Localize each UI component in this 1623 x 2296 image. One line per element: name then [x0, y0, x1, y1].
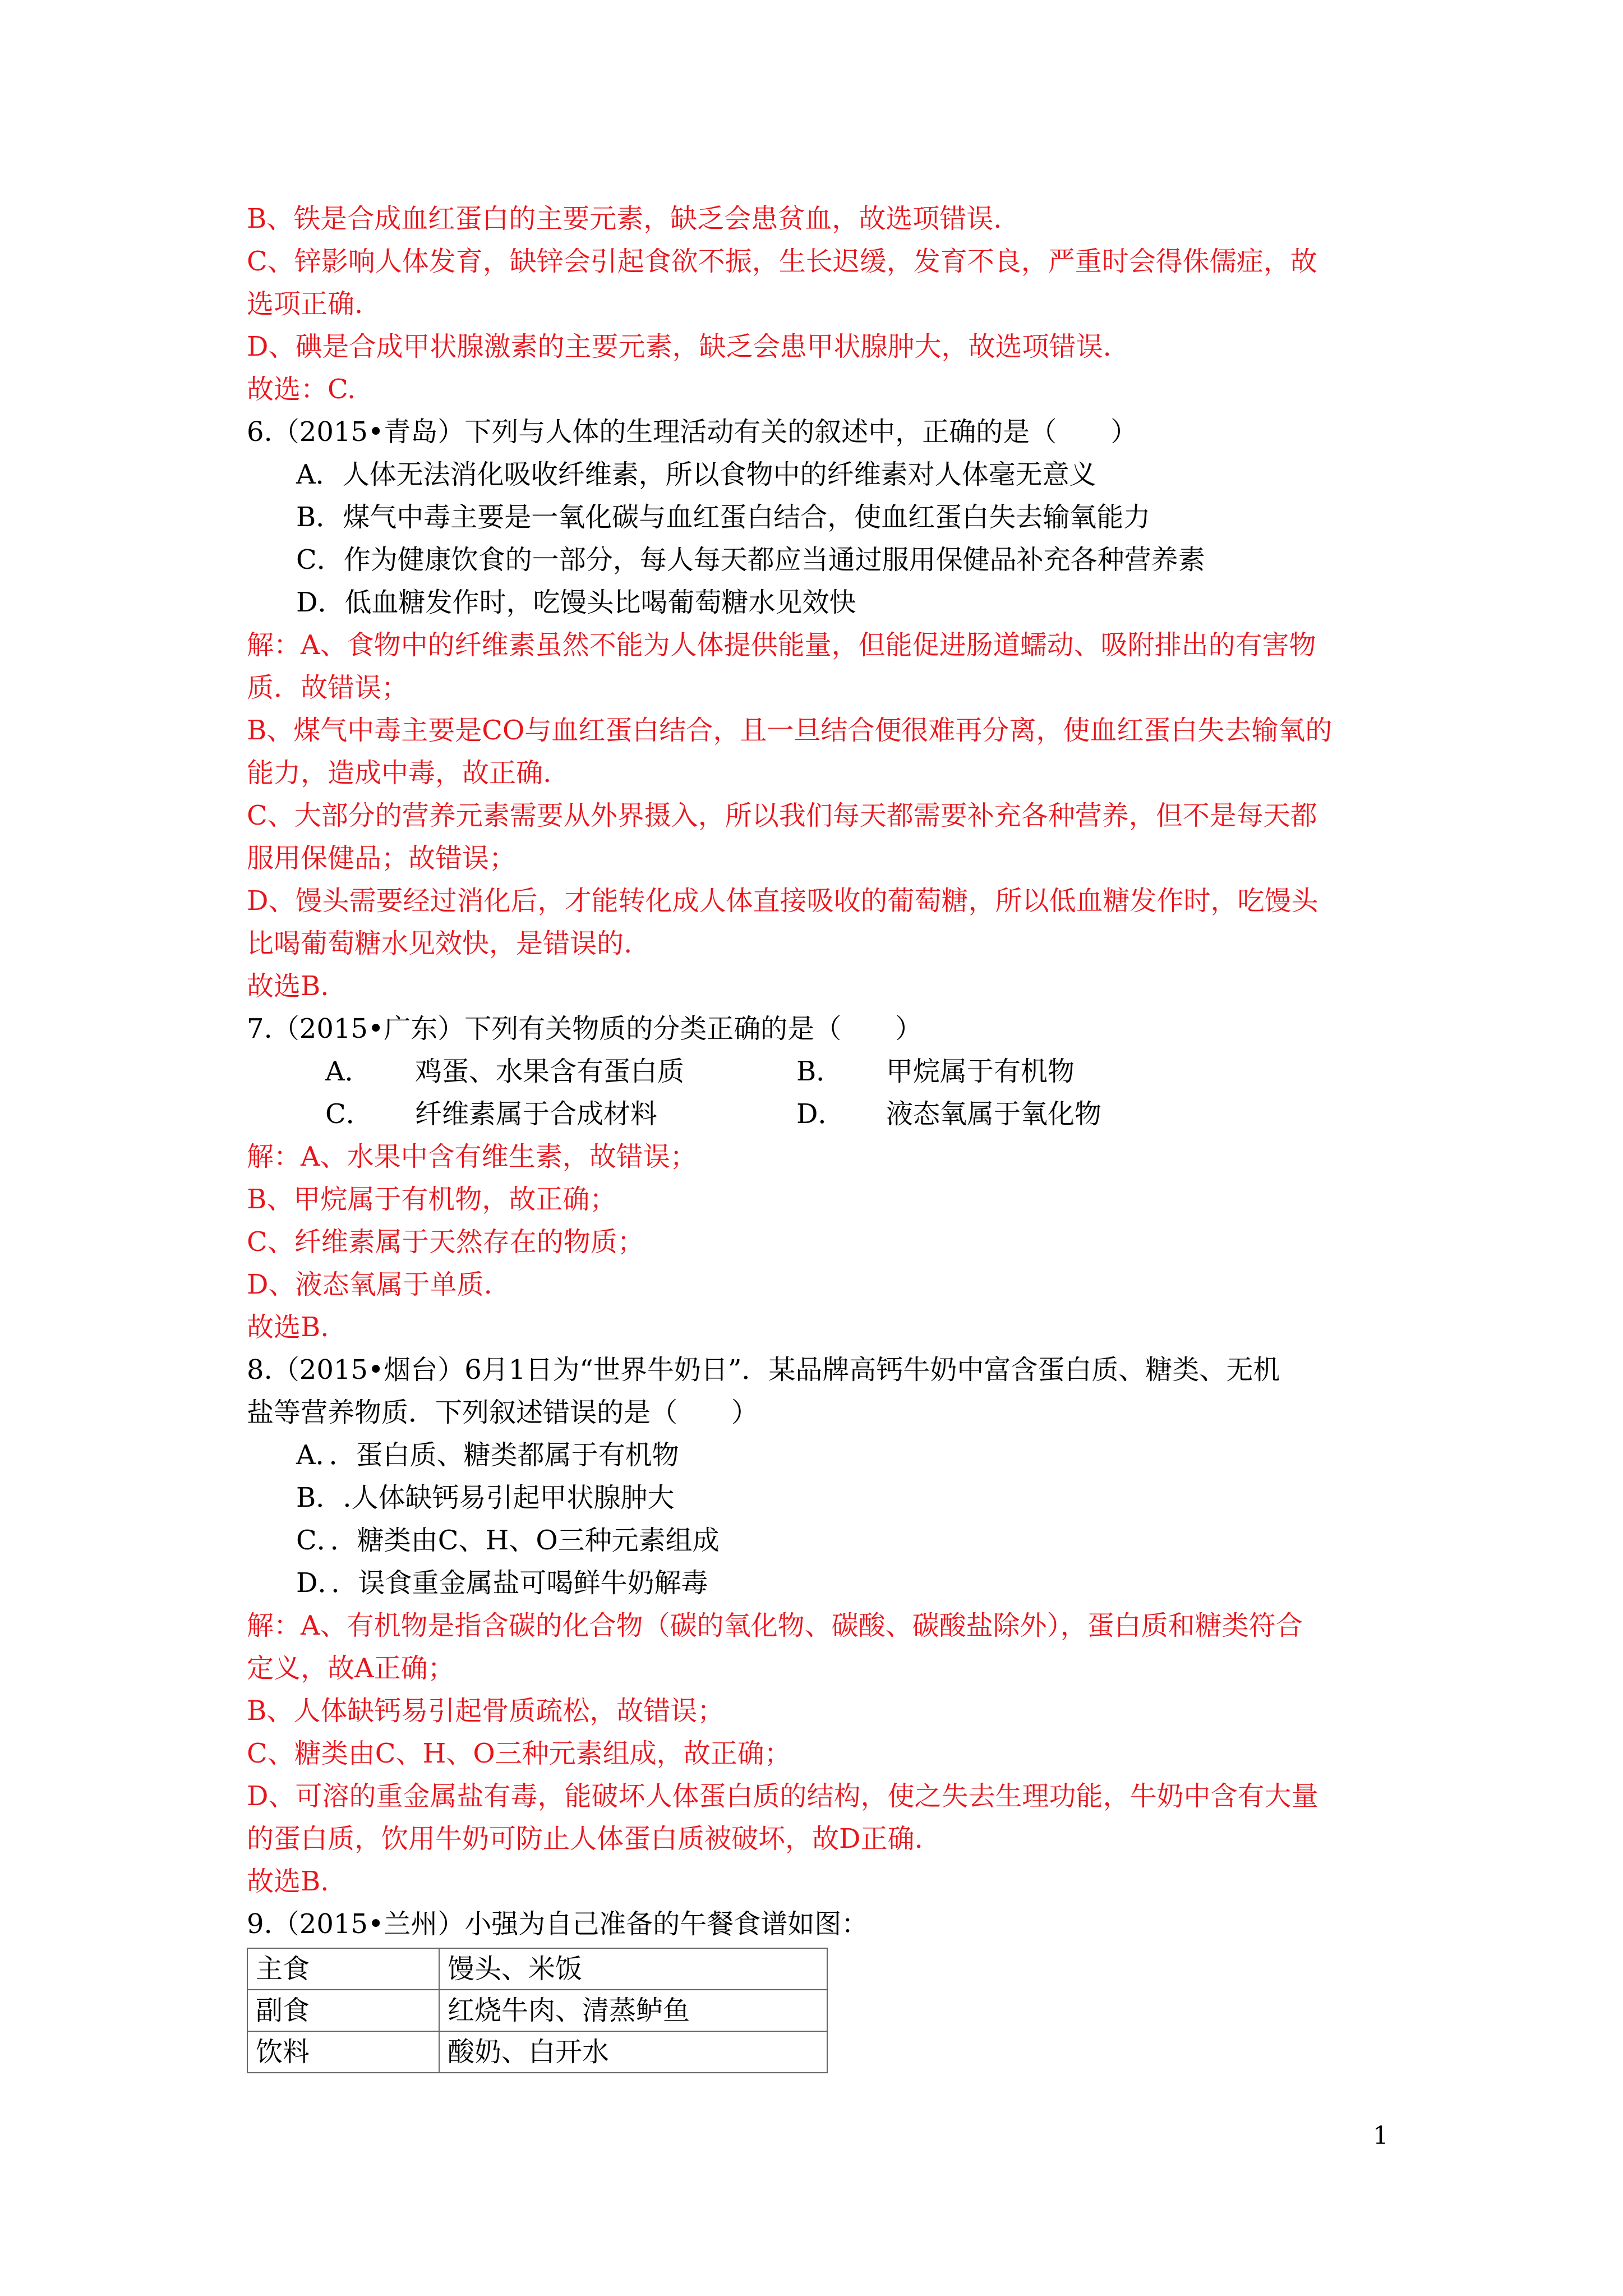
q7-answer: 故选B.: [247, 1312, 329, 1343]
q6-option-d: D．低血糖发作时，吃馒头比喝葡萄糖水见效快: [296, 587, 856, 618]
menu-category: 副食: [247, 1990, 439, 2031]
option-text: 甲烷属于有机物: [886, 1056, 1075, 1087]
q8-solution-line: D、可溶的重金属盐有毒，能破坏人体蛋白质的结构，使之失去生理功能，牛奶中含有大量: [247, 1780, 1318, 1812]
q6-answer: 故选B.: [247, 970, 329, 1002]
option-text: 液态氧属于氧化物: [886, 1098, 1102, 1130]
q7-option-b: [796, 1050, 1075, 1093]
q7-option-a: [325, 1050, 796, 1093]
q7-options-row-1: [247, 1050, 1391, 1093]
lunch-menu-table: [247, 1948, 828, 2073]
q6-solution-line: 服用保健品；故错误；: [247, 843, 517, 874]
q6-solution-line: D、馒头需要经过消化后，才能转化成人体直接吸收的葡萄糖，所以低血糖发作时，吃馒头: [247, 885, 1318, 917]
q8-solution-line: 解：A、有机物是指含碳的化合物（碳的氧化物、碳酸、碳酸盐除外），蛋白质和糖类符合: [247, 1610, 1303, 1641]
table-row: [247, 1990, 827, 2031]
q7-solution-line: D、液态氧属于单质.: [247, 1269, 492, 1300]
q8-option-d: D．．误食重金属盐可喝鲜牛奶解毒: [296, 1567, 708, 1599]
q6-option-b: B．煤气中毒主要是一氧化碳与血红蛋白结合，使血红蛋白失去输氧能力: [296, 501, 1151, 533]
q7-solution-line: B、甲烷属于有机物，故正确；: [247, 1184, 617, 1215]
q5-solution-b: B、铁是合成血红蛋白的主要元素，缺乏会患贫血，故选项错误.: [247, 203, 1002, 234]
q6-solution-line: 能力，造成中毒，故正确.: [247, 757, 552, 789]
q8-solution-line: B、人体缺钙易引起骨质疏松，故错误；: [247, 1695, 725, 1727]
page-number: 1: [1373, 2122, 1389, 2150]
page-content: [247, 197, 1391, 2073]
option-label: A．: [325, 1056, 372, 1087]
q9-stem: 9.（2015•兰州）小强为自己准备的午餐食谱如图：: [247, 1908, 869, 1940]
q6-solution-line: 解：A、食物中的纤维素虽然不能为人体提供能量，但能促进肠道蠕动、吸附排出的有害物: [247, 629, 1316, 661]
menu-category: 主食: [247, 1948, 439, 1990]
q6-stem: 6.（2015•青岛）下列与人体的生理活动有关的叙述中，正确的是（ ）: [247, 416, 1138, 448]
q7-stem: 7.（2015•广东）下列有关物质的分类正确的是（ ）: [247, 1013, 923, 1045]
q6-solution-line: C、大部分的营养元素需要从外界摄入，所以我们每天都需要补充各种营养，但不是每天都: [247, 800, 1317, 831]
q6-solution-line: B、煤气中毒主要是CO与血红蛋白结合，且一旦结合便很难再分离，使血红蛋白失去输氧的: [247, 715, 1332, 746]
q8-solution-line: 定义，故A正确；: [247, 1653, 455, 1684]
q8-option-b: B．.人体缺钙易引起甲状腺肿大: [296, 1482, 675, 1513]
q5-solution-c: C、锌影响人体发育，缺锌会引起食欲不振，生长迟缓，发育不良，严重时会得侏儒症，故: [247, 246, 1317, 277]
table-row: [247, 1948, 827, 1990]
option-label: C．: [325, 1098, 373, 1130]
menu-items: 酸奶、白开水: [439, 2031, 827, 2073]
q5-answer: 故选：C.: [247, 374, 356, 405]
q7-options-row-2: [247, 1093, 1391, 1135]
option-text: 纤维素属于合成材料: [415, 1098, 658, 1130]
q8-solution-line: C、糖类由C、H、O三种元素组成，故正确；: [247, 1738, 791, 1769]
table-row: [247, 2031, 827, 2073]
option-text: 鸡蛋、水果含有蛋白质: [415, 1056, 685, 1087]
q8-stem-cont: 盐等营养物质．下列叙述错误的是（ ）: [247, 1397, 759, 1428]
q7-option-c: [325, 1093, 796, 1135]
q6-solution-line: 比喝葡萄糖水见效快，是错误的.: [247, 928, 633, 959]
q6-option-c: C．作为健康饮食的一部分，每人每天都应当通过服用保健品补充各种营养素: [296, 544, 1205, 576]
q5-solution-c-cont: 选项正确.: [247, 288, 363, 320]
q5-solution-d: D、碘是合成甲状腺激素的主要元素，缺乏会患甲状腺肿大，故选项错误.: [247, 331, 1112, 362]
q8-option-c: C．．糖类由C、H、O三种元素组成: [296, 1525, 720, 1556]
option-label: D．: [796, 1098, 845, 1130]
menu-category: 饮料: [247, 2031, 439, 2073]
q6-solution-line: 质．故错误；: [247, 672, 409, 703]
q6-option-a: A．人体无法消化吸收纤维素，所以食物中的纤维素对人体毫无意义: [296, 459, 1096, 490]
q7-solution-line: C、纤维素属于天然存在的物质；: [247, 1226, 644, 1258]
q7-solution-line: 解：A、水果中含有维生素，故错误；: [247, 1141, 697, 1172]
q8-option-a: A．．蛋白质、糖类都属于有机物: [296, 1439, 679, 1471]
q7-option-d: [796, 1093, 1101, 1135]
q8-solution-line: 的蛋白质，饮用牛奶可防止人体蛋白质被破坏，故D正确.: [247, 1823, 923, 1855]
q8-stem: 8.（2015•烟台）6月1日为“世界牛奶日”．某品牌高钙牛奶中富含蛋白质、糖类、无机: [247, 1354, 1280, 1386]
q8-answer: 故选B.: [247, 1866, 329, 1897]
option-label: B．: [796, 1056, 843, 1087]
menu-items: 馒头、米饭: [439, 1948, 827, 1990]
menu-items: 红烧牛肉、清蒸鲈鱼: [439, 1990, 827, 2031]
